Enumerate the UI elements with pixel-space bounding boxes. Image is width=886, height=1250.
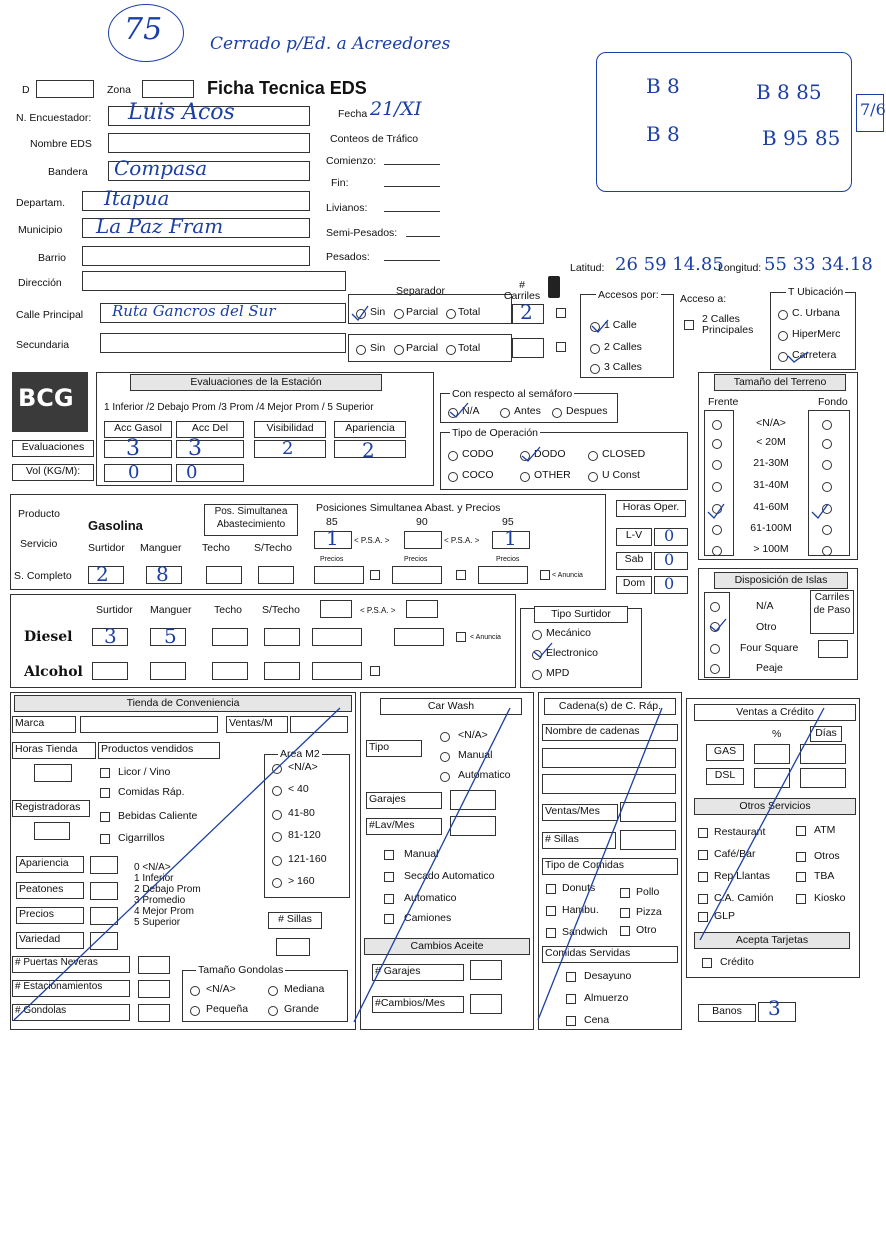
col-apariencia: Apariencia [334, 421, 406, 438]
latitud-label: Latitud: [570, 262, 605, 274]
otros-title: Otros Servicios [694, 798, 856, 815]
terreno-option: 41-60M [753, 501, 789, 513]
col-stecho: S/Techo [254, 542, 292, 554]
calle-value: Ruta Gancros del Sur [112, 302, 276, 320]
semaforo-label: Con respecto al semáforo [452, 388, 573, 400]
cad-donuts[interactable]: Donuts [562, 882, 596, 894]
gas-label: GAS [706, 744, 744, 761]
eval-acc-del-value: 3 [188, 436, 202, 461]
garajes-label: Garajes [366, 792, 442, 809]
corner-note-1: B 8 [646, 74, 680, 98]
livianos-label: Livianos: [326, 202, 368, 214]
carwash-title: Car Wash [380, 698, 522, 715]
lav-label: #Lav/Mes [366, 818, 442, 835]
prod-licor[interactable]: Licor / Vino [118, 766, 171, 778]
operacion-other[interactable]: OTHER [534, 469, 571, 481]
islas-carriles-label: Carriles de Paso [810, 590, 854, 634]
sim-95-value: 1 [504, 526, 517, 550]
encuestador-value: Luis Acos [128, 100, 235, 125]
acceso-principales[interactable]: 2 Calles Principales [702, 313, 754, 336]
gond-pequena[interactable]: Pequeña [206, 1003, 249, 1015]
cw-secado[interactable]: Secado Automatico [404, 870, 495, 882]
terreno-frente: Frente [708, 396, 739, 408]
estacionamientos-label: # Estacionamientos [12, 980, 130, 997]
gond-grande[interactable]: Grande [284, 1003, 320, 1015]
carriles-label: # Carriles [503, 279, 541, 302]
horas-sab-value: 0 [664, 550, 675, 569]
area-option: < 40 [288, 783, 309, 795]
page-title: Ficha Tecnica EDS [207, 78, 367, 98]
registradoras-label: Registradoras [12, 800, 90, 817]
otros-cafe[interactable]: Café/Bar [714, 848, 756, 860]
operacion-closed[interactable]: CLOSED [602, 448, 646, 460]
departam-value: Itapua [104, 186, 170, 210]
diesel-col-stecho: S/Techo [262, 604, 300, 616]
ubicacion-urbana[interactable]: C. Urbana [792, 307, 840, 319]
acceso-a-label: Acceso a: [680, 293, 727, 305]
terreno-option: 31-40M [753, 479, 789, 491]
nombre-label: Nombre EDS [30, 138, 92, 150]
banos-value: 3 [768, 996, 781, 1020]
terreno-option: 21-30M [753, 457, 789, 469]
corner-side-note: 7/6 [860, 100, 886, 119]
diesel-col-surtidor: Surtidor [96, 604, 133, 616]
psa-2: < P.S.A. > [444, 536, 480, 545]
terreno-option: < 20M [756, 436, 786, 448]
marca-label: Marca [12, 716, 76, 733]
fecha-value: 21/XI [370, 98, 422, 120]
municipio-value: La Paz Fram [96, 214, 224, 238]
tam-gondolas-label: Tamaño Gondolas [198, 964, 284, 976]
eval-visibilidad-value: 2 [282, 438, 294, 459]
dsl-label: DSL [706, 768, 744, 785]
credito-title: Ventas a Crédito [694, 704, 856, 721]
encuestador-label: N. Encuestador: [16, 112, 92, 124]
evaluaciones-row-label: Evaluaciones [12, 440, 94, 457]
longitud-value: 55 33 34.18 [764, 254, 873, 275]
area-option: 121-160 [288, 853, 327, 865]
col-visibilidad: Visibilidad [254, 421, 326, 438]
operacion-uconst[interactable]: U Const [602, 469, 640, 481]
corner-note-3: B 8 [646, 122, 680, 146]
cambios-title: Cambios Aceite [364, 938, 530, 955]
zona-label: Zona [107, 84, 131, 96]
semaforo-antes[interactable]: Antes [514, 405, 541, 417]
carwash-tipo-auto[interactable]: Automatico [458, 769, 511, 781]
alcohol-label: Alcohol [24, 664, 83, 680]
servicio-label: Servicio [20, 538, 58, 550]
operacion-label: Tipo de Operación [452, 427, 538, 439]
gondolas-label: # Gondolas [12, 1004, 130, 1021]
horas-sab-label: Sab [616, 552, 652, 570]
octano-95: 95 [502, 516, 514, 528]
otros-kiosko[interactable]: Kiosko [814, 892, 846, 904]
productos-label: Productos vendidos [98, 742, 220, 759]
fin-label: Fin: [331, 177, 349, 189]
diesel-manguer-value: 5 [164, 624, 177, 648]
top-note: Cerrado p/Ed. a Acreedores [210, 34, 451, 54]
id-label: D [22, 84, 30, 96]
diesel-col-techo: Techo [214, 604, 243, 616]
separador2-parcial[interactable]: Parcial [406, 342, 439, 354]
cad-otro[interactable]: Otro [636, 924, 657, 936]
horas-dom-label: Dom [616, 576, 652, 594]
separador2-total[interactable]: Total [458, 342, 481, 354]
anuncia-diesel: < Anuncia [470, 634, 501, 641]
sim-85-value: 1 [326, 526, 339, 550]
cadenas-title: Cadena(s) de C. Ráp. [544, 698, 676, 715]
horas-tienda-label: Horas Tienda [12, 742, 96, 759]
col-surtidor: Surtidor [88, 542, 125, 554]
otros-glp[interactable]: GLP [714, 910, 736, 922]
completo-label: S. Completo [14, 570, 72, 582]
area-option: > 160 [288, 875, 315, 887]
surtidor-electronico[interactable]: Electronico [546, 647, 598, 659]
corner-note-2: B 8 85 [756, 80, 822, 104]
vol-row-label: Vol (KG/M): [12, 464, 94, 481]
gasolina-label: Gasolina [88, 518, 143, 533]
pesados-label: Pesados: [326, 251, 370, 263]
horas-dom-value: 0 [664, 574, 675, 593]
eval-acc-gasol-value: 3 [126, 436, 140, 461]
ubicacion-label: T Ubicación [788, 286, 844, 298]
producto-label: Producto [18, 508, 61, 520]
completo-surtidor-value: 2 [96, 562, 109, 586]
peatones-label: Peatones [16, 882, 84, 899]
surtidor-mecanico[interactable]: Mecánico [546, 627, 591, 639]
area-option: 81-120 [288, 829, 321, 841]
cw-camiones[interactable]: Camiones [404, 912, 452, 924]
cadenas-sillas-label: # Sillas [542, 832, 616, 849]
ubicacion-hipermerc[interactable]: HiperMerc [792, 328, 841, 340]
acepta-credito[interactable]: Crédito [720, 956, 754, 968]
terreno-fondo: Fondo [818, 396, 848, 408]
ubicacion-carretera[interactable]: Carretera [792, 349, 837, 361]
cw-automatico[interactable]: Automatico [404, 892, 457, 904]
anuncia-1: < Anuncia [552, 572, 583, 579]
vol-gasol-value: 0 [128, 462, 140, 483]
cad-cena[interactable]: Cena [584, 1014, 610, 1026]
eval-apariencia-value: 2 [362, 438, 375, 462]
separador-parcial[interactable]: Parcial [406, 306, 439, 318]
cadenas-ventas-label: Ventas/Mes [542, 804, 618, 821]
col-acc-gasol: Acc Gasol [104, 421, 172, 438]
islas-foursquare[interactable]: Four Square [740, 642, 799, 654]
otros-otros[interactable]: Otros [814, 850, 840, 862]
tienda-scale-item: 5 Superior [134, 917, 181, 928]
semi-label: Semi-Pesados: [326, 227, 398, 239]
evaluaciones-scale: 1 Inferior /2 Debajo Prom /3 Prom /4 Mejor Prom / 5 Superior [104, 402, 374, 413]
tienda-sillas-label: # Sillas [268, 912, 322, 929]
area-option: 41-80 [288, 807, 315, 819]
psa-diesel: < P.S.A. > [360, 606, 396, 615]
bandera-value: Compasa [114, 156, 208, 180]
separador-label: Separador [396, 285, 446, 297]
col-manguer: Manguer [140, 542, 182, 554]
otros-restaurant[interactable]: Restaurant [714, 826, 766, 838]
bandera-label: Bandera [48, 166, 88, 178]
cad-sandwich[interactable]: Sandwich [562, 926, 608, 938]
separador2-sin[interactable]: Sin [370, 342, 386, 354]
apariencia-label: Apariencia [16, 856, 84, 873]
precios-label: Precios [16, 907, 84, 924]
precios-2: Precios [404, 556, 428, 563]
secundaria-label: Secundaria [16, 339, 70, 351]
area-label: Area M2 [280, 748, 320, 760]
otros-camion[interactable]: C.A. Camión [714, 892, 774, 904]
islas-peaje[interactable]: Peaje [756, 662, 783, 674]
islas-otro[interactable]: Otro [756, 621, 777, 633]
accesos-2calles[interactable]: 2 Calles [604, 341, 642, 353]
pos-precios-label: Posiciones Simultanea Abast. y Precios [316, 502, 501, 514]
cw-manual[interactable]: Manual [404, 848, 439, 860]
precios-3: Precios [496, 556, 520, 563]
cambios-mes-label: #Cambios/Mes [372, 996, 464, 1013]
direccion-label: Dirección [18, 277, 62, 289]
tienda-scale-item: 4 Mejor Prom [134, 906, 195, 917]
barrio-label: Barrio [38, 252, 67, 264]
area-option: <N/A> [288, 761, 318, 773]
islas-title: Disposición de Islas [714, 572, 848, 589]
ventas-label: Ventas/M [226, 716, 288, 733]
octano-90: 90 [416, 516, 428, 528]
longitud-label: Longitud: [718, 262, 762, 274]
tienda-title: Tienda de Conveniencia [14, 695, 352, 712]
col-techo: Techo [202, 542, 231, 554]
psa-1: < P.S.A. > [354, 536, 390, 545]
bcg-logo-text: BCG [18, 384, 74, 412]
prod-bebidas[interactable]: Bebidas Caliente [118, 810, 198, 822]
surtidor-mpd[interactable]: MPD [546, 667, 570, 679]
gond-na[interactable]: <N/A> [206, 983, 236, 995]
separador-total[interactable]: Total [458, 306, 481, 318]
acepta-title: Acepta Tarjetas [694, 932, 850, 949]
cadenas-nombre-label: Nombre de cadenas [542, 724, 678, 741]
circled-number-text: 75 [124, 12, 163, 47]
prod-cigarrillos[interactable]: Cigarrillos [118, 832, 165, 844]
carwash-tipo-manual[interactable]: Manual [458, 749, 493, 761]
gond-mediana[interactable]: Mediana [284, 983, 325, 995]
cad-almuerzo[interactable]: Almuerzo [584, 992, 629, 1004]
banos-label: Banos [698, 1004, 756, 1022]
neveras-label: # Puertas Neveras [12, 956, 130, 973]
pos-sim-label: Pos. Simultanea Abastecimiento [204, 504, 298, 536]
calle-label: Calle Principal [16, 309, 84, 321]
accesos-1calle[interactable]: 1 Calle [604, 319, 637, 331]
carwash-tipo-label: Tipo [366, 740, 422, 757]
semaforo-na[interactable]: N/A [462, 405, 480, 417]
octano-85: 85 [326, 516, 338, 528]
trafico-title: Conteos de Tráfico [330, 133, 419, 145]
municipio-label: Municipio [18, 224, 63, 236]
surtidor-title: Tipo Surtidor [534, 606, 628, 623]
horas-lv-value: 0 [664, 526, 675, 545]
tienda-scale-item: 1 Inferior [134, 873, 174, 884]
carwash-tipo-na[interactable]: <N/A> [458, 729, 488, 741]
diesel-col-manguer: Manguer [150, 604, 192, 616]
carriles-value: 2 [520, 300, 533, 324]
col-acc-del: Acc Del [176, 421, 244, 438]
credito-dias: Días [810, 726, 842, 742]
tienda-scale-item: 0 <N/A> [134, 862, 171, 873]
completo-manguer-value: 8 [156, 562, 169, 586]
cadenas-tipo-label: Tipo de Comidas [542, 858, 678, 875]
operacion-coco[interactable]: COCO [462, 469, 494, 481]
latitud-value: 26 59 14.85 [615, 254, 724, 275]
diesel-surtidor-value: 3 [104, 624, 117, 648]
terreno-option: 61-100M [750, 522, 792, 534]
horas-lv-label: L-V [616, 528, 652, 546]
operacion-codo[interactable]: CODO [462, 448, 494, 460]
accesos-3calles[interactable]: 3 Calles [604, 361, 642, 373]
terreno-title: Tamaño del Terreno [714, 374, 846, 391]
diesel-label: Diesel [24, 629, 73, 645]
tienda-scale-item: 3 Promedio [134, 895, 186, 906]
cad-pizza[interactable]: Pizza [636, 906, 662, 918]
credito-pct: % [772, 728, 782, 740]
terreno-option: > 100M [753, 543, 789, 555]
vol-del-value: 0 [186, 462, 198, 483]
tienda-scale-item: 2 Debajo Prom [134, 884, 201, 895]
precios-1: Precios [320, 556, 344, 563]
otros-llantas[interactable]: Rep Llantas [714, 870, 771, 882]
islas-na[interactable]: N/A [756, 600, 774, 612]
cad-hambu[interactable]: Hambu. [562, 904, 599, 916]
departam-label: Departam. [16, 197, 66, 209]
otros-tba[interactable]: TBA [814, 870, 835, 882]
semaforo-despues[interactable]: Despues [566, 405, 608, 417]
evaluaciones-title: Evaluaciones de la Estación [130, 374, 382, 391]
separador-sin[interactable]: Sin [370, 306, 386, 318]
corner-note-4: B 95 85 [762, 126, 841, 150]
variedad-label: Variedad [16, 932, 84, 949]
horas-oper-label: Horas Oper. [616, 500, 686, 517]
operacion-dodo[interactable]: DODO [534, 448, 566, 460]
comienzo-label: Comienzo: [326, 155, 377, 167]
cad-pollo[interactable]: Pollo [636, 886, 660, 898]
cad-desayuno[interactable]: Desayuno [584, 970, 632, 982]
fecha-label: Fecha [338, 108, 368, 120]
accesos-label: Accesos por: [598, 289, 659, 301]
otros-atm[interactable]: ATM [814, 824, 836, 836]
cadenas-servidas-label: Comidas Servidas [542, 946, 678, 963]
garajes2-label: # Garajes [372, 964, 464, 981]
prod-comidas[interactable]: Comidas Ráp. [118, 786, 185, 798]
terreno-option: <N/A> [756, 417, 786, 429]
